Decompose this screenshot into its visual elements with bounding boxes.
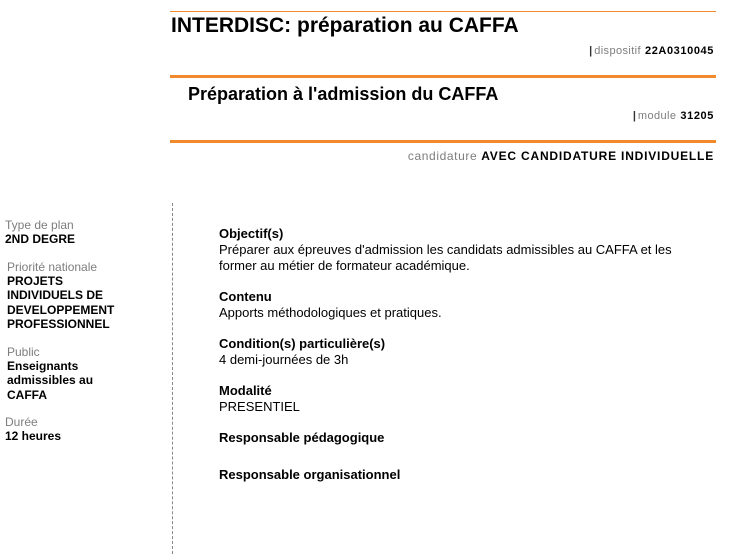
- type-de-plan: [5, 218, 155, 247]
- module-ref: [633, 110, 714, 122]
- candidature-value: AVEC CANDIDATURE INDIVIDUELLE: [481, 149, 714, 163]
- priorite-label: Priorité nationale: [7, 259, 98, 274]
- contenu-text: Apports méthodologiques et pratiques.: [219, 305, 442, 320]
- dispositif-label: dispositif: [594, 45, 641, 57]
- dispositif-title: INTERDISC: préparation au CAFFA: [171, 14, 519, 37]
- module-bottom-rule: [170, 140, 716, 143]
- public-value-line: Enseignants: [7, 358, 79, 373]
- public: [5, 345, 155, 403]
- separator-bar: |: [589, 45, 593, 57]
- module-title: Préparation à l'admission du CAFFA: [188, 84, 499, 104]
- module-number: 31205: [680, 110, 714, 122]
- modalite-heading: Modalité: [219, 383, 272, 398]
- objectif-line: Préparer aux épreuves d'admission les candidats admissibles au CAFFA et les: [219, 242, 672, 257]
- priorite-nationale: [5, 260, 155, 332]
- type-label: Type de plan: [5, 218, 74, 232]
- conditions-heading: Condition(s) particulière(s): [219, 336, 386, 351]
- priorite-value-line: PROJETS: [7, 273, 64, 288]
- candidature-label: candidature: [407, 149, 478, 163]
- objectif-line: former au métier de formateur académique.: [219, 258, 470, 273]
- module-label: module: [637, 110, 677, 122]
- dispositif-number: 22A0310045: [644, 45, 714, 57]
- objectif-heading: Objectif(s): [219, 226, 284, 241]
- separator-bar: |: [632, 110, 636, 122]
- modalite-section: [219, 383, 719, 415]
- contenu-heading: Contenu: [219, 289, 272, 304]
- public-value-line: admissibles au: [7, 373, 94, 387]
- priorite-value-line: DEVELOPPEMENT: [7, 302, 115, 317]
- dispositif-ref: [589, 45, 714, 57]
- objectif-section: [219, 226, 719, 274]
- conditions-text: 4 demi-journées de 3h: [219, 352, 349, 367]
- resp-organisationnel-section: [219, 467, 719, 483]
- public-label: Public: [7, 344, 40, 359]
- top-rule: [170, 11, 716, 12]
- duree-label: Durée: [5, 415, 38, 429]
- sidebar-meta: [5, 218, 155, 457]
- module-details: [219, 226, 719, 498]
- modalite-text: PRESENTIEL: [219, 399, 300, 414]
- public-value-line: CAFFA: [7, 387, 47, 402]
- resp-organisationnel-heading: Responsable organisationnel: [219, 467, 401, 482]
- type-value: 2ND DEGRE: [5, 232, 76, 246]
- column-divider: [172, 203, 173, 554]
- duree-value: 12 heures: [5, 429, 62, 443]
- candidature-row: [408, 149, 714, 163]
- conditions-section: [219, 336, 719, 368]
- duree: [5, 415, 155, 444]
- resp-pedagogique-section: [219, 430, 719, 446]
- contenu-section: [219, 289, 719, 321]
- priorite-value-line: INDIVIDUELS DE: [7, 288, 104, 302]
- module-top-rule: [170, 75, 716, 78]
- resp-pedagogique-heading: Responsable pédagogique: [219, 430, 385, 445]
- priorite-value-line: PROFESSIONNEL: [7, 317, 110, 331]
